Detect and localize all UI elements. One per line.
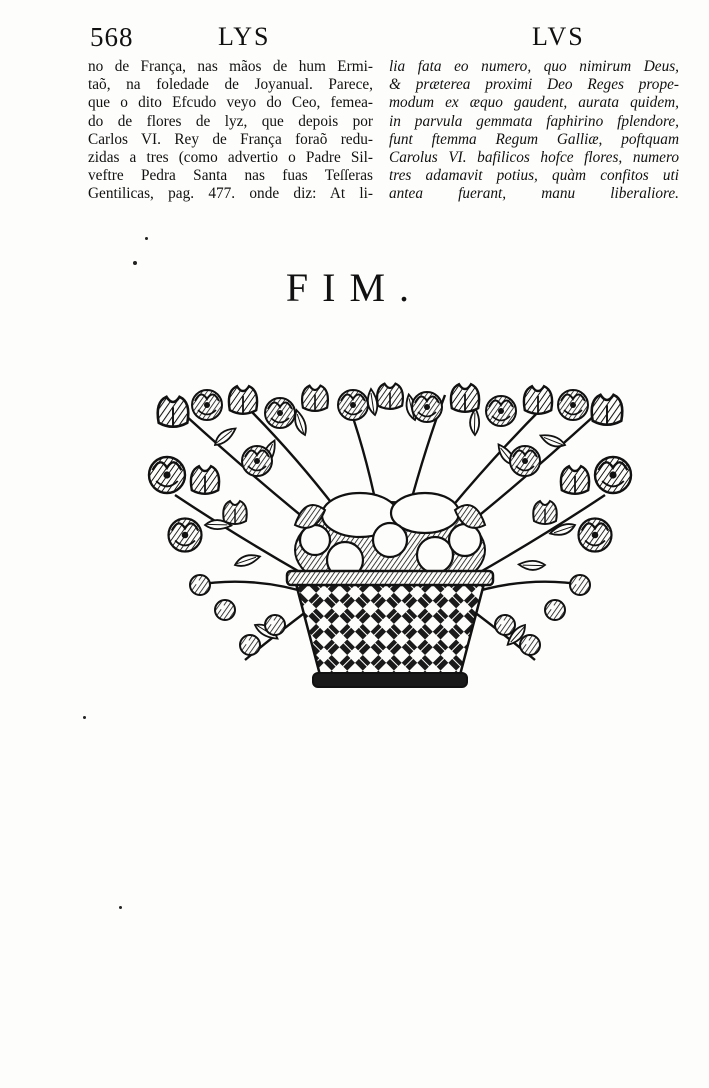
right-line: lia fata eo numero, quo nimirum Deus, xyxy=(389,58,679,75)
ink-speck xyxy=(133,261,137,265)
right-line: funt ftemma Regum Galliæ, poftquam xyxy=(389,130,679,148)
left-line: zidas a tres (como advertio o Padre Sil- xyxy=(88,149,373,167)
left-column xyxy=(88,58,373,204)
right-column xyxy=(389,58,679,204)
right-line: & præterea proximi Deo Reges prope- xyxy=(389,76,679,94)
ink-speck xyxy=(119,906,122,909)
right-line: in parvula gemmata faphirino fplendore, xyxy=(389,112,679,130)
page-header xyxy=(78,22,668,58)
page-number: 568 xyxy=(90,22,134,52)
left-line: Gentilicas, pag. 477. onde diz: At li- xyxy=(88,185,373,203)
left-line: do de flores de lyz, que depois por xyxy=(88,112,373,130)
right-line: tres adamavit potius, quàm confitos uti xyxy=(389,167,679,185)
right-line: Carolus VI. bafilicos hofce flores, numero xyxy=(389,149,679,167)
right-line: antea fuerant, manu liberaliore. xyxy=(389,185,679,203)
left-line: veftre Pedra Santa nas fuas Teſſeras xyxy=(88,167,373,185)
left-line: que o dito Efcudo veyo do Ceo, femea- xyxy=(88,94,373,112)
left-line: Carlos VI. Rey de França foraõ redu- xyxy=(88,130,373,148)
colophon-fim: FIM. xyxy=(285,265,424,310)
ink-speck xyxy=(83,716,86,719)
running-head-right: LVS xyxy=(532,22,585,51)
flower-basket-woodcut-icon xyxy=(145,375,635,695)
running-head-left: LYS xyxy=(218,22,271,51)
left-line: taõ, na foledade de Joyanual. Parece, xyxy=(88,76,373,94)
left-line: no de França, nas mãos de hum Ermi- xyxy=(88,58,373,75)
ink-speck xyxy=(145,237,148,240)
right-line: modum ex æquo gaudent, aurata quidem, xyxy=(389,94,679,112)
